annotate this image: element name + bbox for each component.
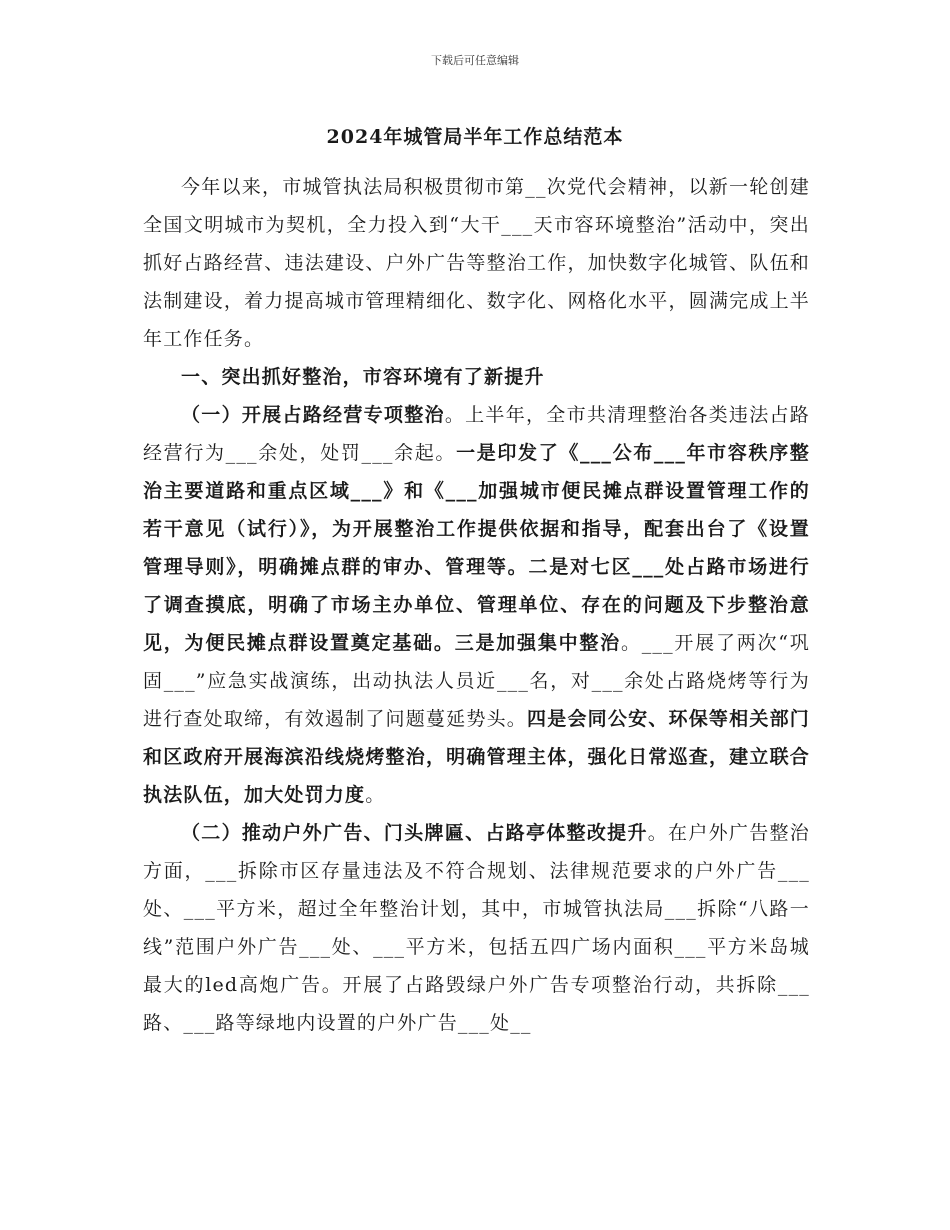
paragraph-1-text-3: 。 (365, 784, 386, 806)
paragraph-1-text-2: 。___开展了两次“巩固___”应急实战演练，出动执法人员近___名，对___余处占路烧烤等行为进行查处取缔，有效遏制了问题蔓延势头。 (143, 632, 810, 730)
subsection-heading-2: （二）推动户外广告、门头牌匾、占路亭体整改提升 (181, 822, 648, 844)
paragraph-1-bold-2: 四是会同公安、环保等相关部门和区政府开展海滨沿线烧烤整治，明确管理主体，强化日常巡查，建立联合执法队伍，加大处罚力度 (143, 708, 810, 806)
document-body (143, 168, 810, 1042)
paragraph-1-bold-1: 一是印发了《___公布___年市容秩序整治主要道路和重点区域___》和《___加强城市便民摊点群设置管理工作的若干意见（试行）》，为开展整治工作提供依据和指导，配套出台了《设置管理导则》，明确摊点群的审办、管理等。二是对七区___处占路市场进行了调查摸底，明确了市场主办单位、管理单位、存在的问题及下步整治意见，为便民摊点群设置奠定基础。三是加强集中整治 (143, 442, 810, 654)
paragraph-1 (143, 396, 810, 814)
page-title: 2024年城管局半年工作总结范本 (326, 126, 624, 148)
subsection-heading-1: （一）开展占路经营专项整治 (181, 404, 445, 426)
paragraph-2 (143, 814, 810, 1042)
paragraph-intro: 今年以来，市城管执法局积极贯彻市第__次党代会精神，以新一轮创建全国文明城市为契机，全力投入到“大干___天市容环境整治”活动中，突出抓好占路经营、违法建设、户外广告等整治工作，加快数字化城管、队伍和法制建设，着力提高城市管理精细化、数字化、网格化水平，圆满完成上半年工作任务。 (143, 176, 810, 350)
paragraph-1-text-1: 。上半年，全市共清理整治各类违法占路经营行为___余处，处罚___余起。 (143, 404, 810, 464)
paragraph-2-text: 。在户外广告整治方面，___拆除市区存量违法及不符合规划、法律规范要求的户外广告___处、___平方米，超过全年整治计划，其中，市城管执法局___拆除“八路一线”范围户外广告___处、___平方米，包括五四广场内面积___平方米岛城最大的led高炮广告。开展了占路毁绿户外广告专项整治行动，共拆除___路、___路等绿地内设置的户外广告___处__ (143, 822, 810, 1034)
section-heading-1: 一、突出抓好整治，市容环境有了新提升 (181, 366, 545, 388)
header-note: 下载后可任意编辑 (431, 54, 519, 67)
